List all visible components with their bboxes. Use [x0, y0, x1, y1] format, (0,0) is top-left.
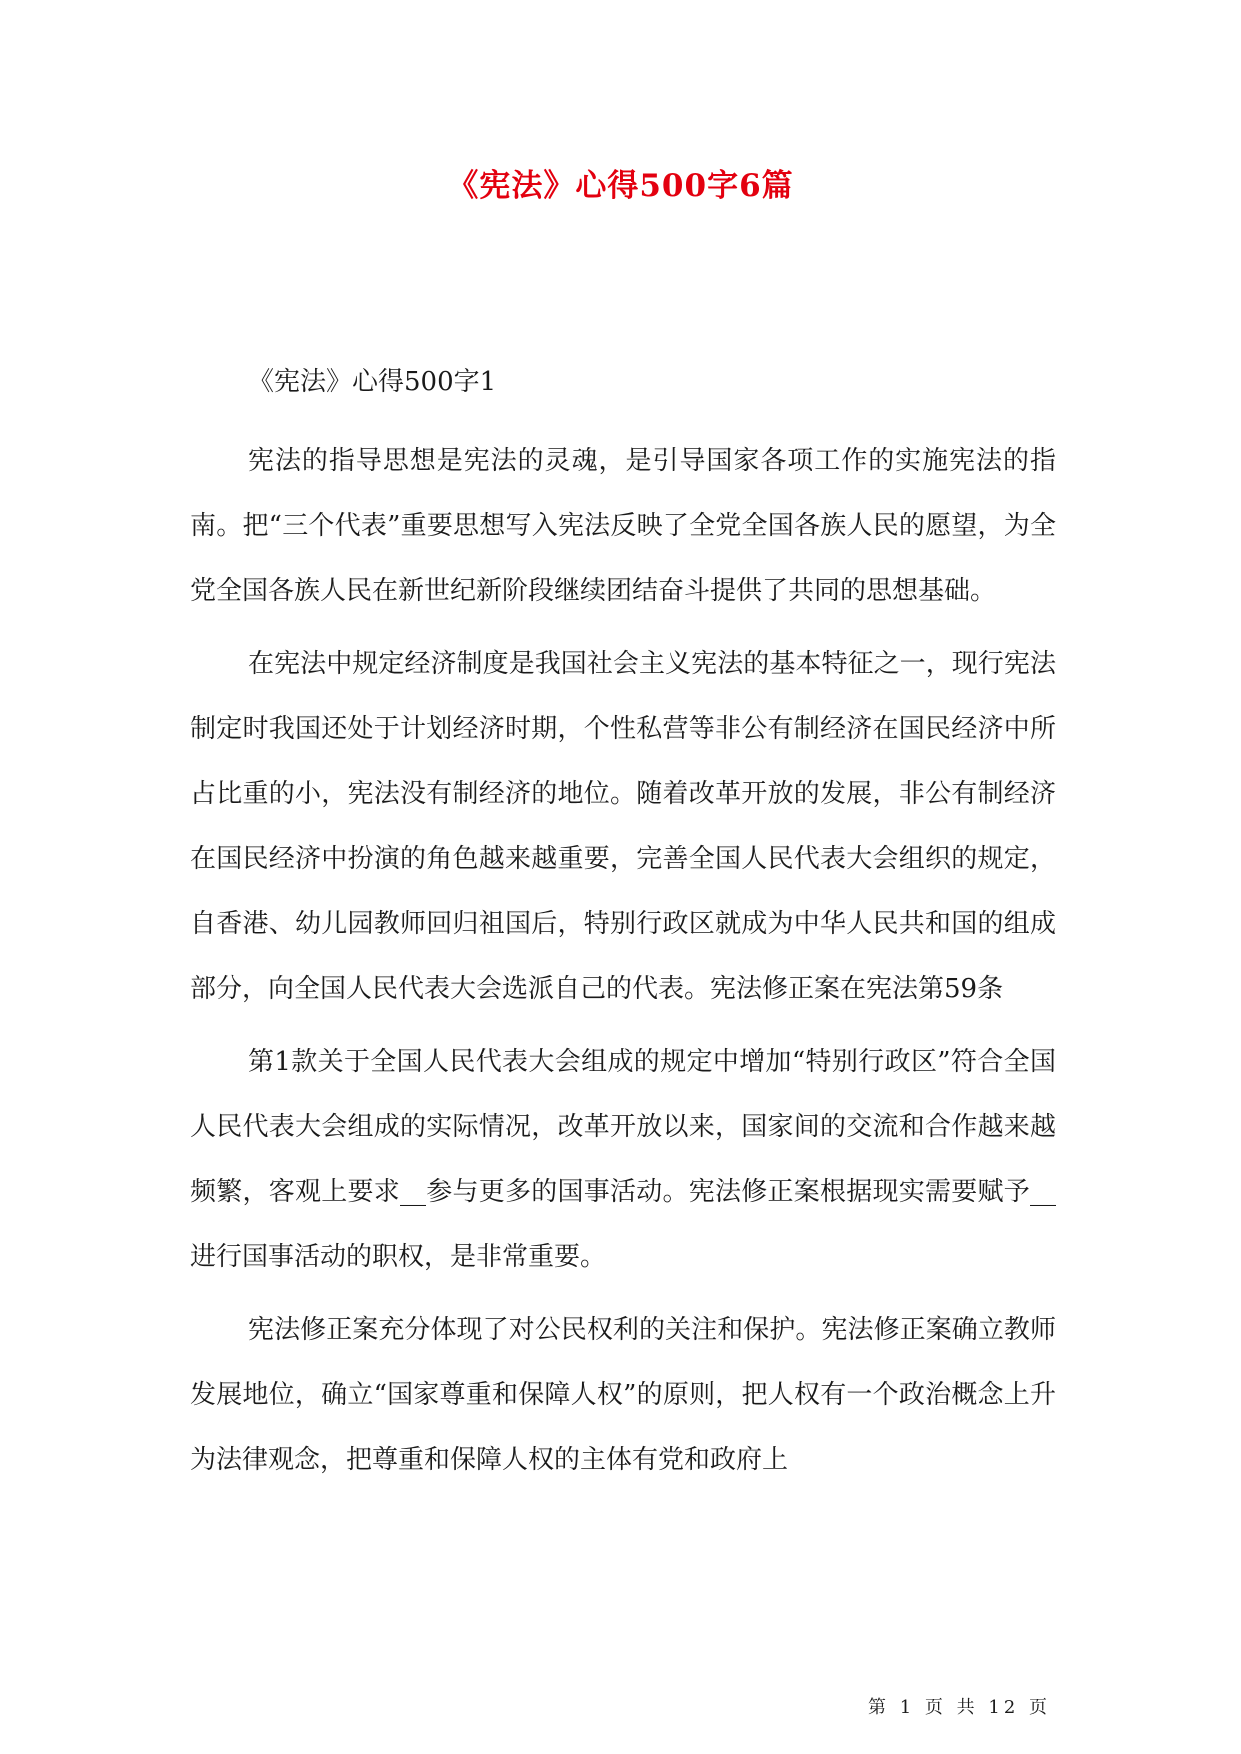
paragraph: 第1款关于全国人民代表大会组成的规定中增加“特别行政区”符合全国人民代表大会组成的实际情况，改革开放以来，国家间的交流和合作越来越频繁，客观上要求__参与更多的国事活动。宪法修正案根据现实需要赋予__进行国事活动的职权，是非常重要。	[190, 1047, 1056, 1272]
page-number-footer: 第 1 页 共 12 页	[868, 1697, 1051, 1718]
paragraph: 在宪法中规定经济制度是我国社会主义宪法的基本特征之一，现行宪法制定时我国还处于计划经济时期，个性私营等非公有制经济在国民经济中所占比重的小，宪法没有制经济的地位。随着改革开放的发展，非公有制经济在国民经济中扮演的角色越来越重要，完善全国人民代表大会组织的规定，自香港、幼儿园教师回归祖国后，特别行政区就成为中华人民共和国的组成部分，向全国人民代表大会选派自己的代表。宪法修正案在宪法第59条	[190, 649, 1056, 1004]
paragraph: 宪法的指导思想是宪法的灵魂，是引导国家各项工作的实施宪法的指南。把“三个代表”重要思想写入宪法反映了全党全国各族人民的愿望，为全党全国各族人民在新世纪新阶段继续团结奋斗提供了共同的思想基础。	[190, 446, 1056, 606]
paragraph: 宪法修正案充分体现了对公民权利的关注和保护。宪法修正案确立教师发展地位，确立“国家尊重和保障人权”的原则，把人权有一个政治概念上升为法律观念，把尊重和保障人权的主体有党和政府上	[190, 1315, 1056, 1475]
document-title: 《宪法》心得500字6篇	[447, 168, 794, 204]
section-heading: 《宪法》心得500字1	[248, 367, 497, 397]
document-body	[190, 362, 1056, 1493]
